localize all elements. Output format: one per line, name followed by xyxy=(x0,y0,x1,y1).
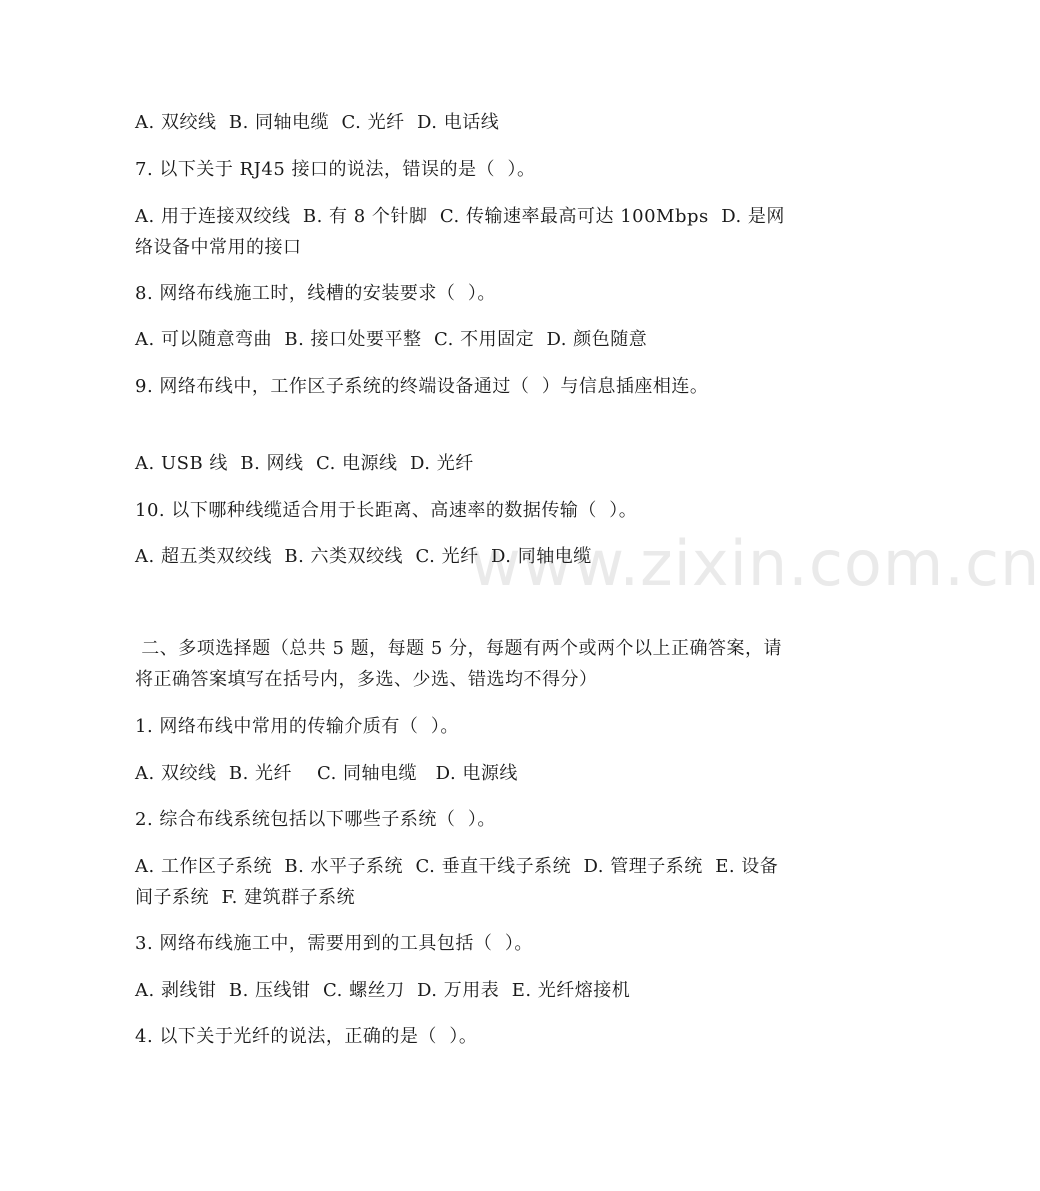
multi-question-2: 2. 综合布线系统包括以下哪些子系统（ ）。 xyxy=(135,809,496,830)
multi-question-3: 3. 网络布线施工中，需要用到的工具包括（ ）。 xyxy=(135,933,533,954)
multi-options-2: A. 工作区子系统 B. 水平子系统 C. 垂直干线子系统 D. 管理子系统 E. 设备间子系统 F. 建筑群子系统 xyxy=(135,856,779,908)
question-7: 7. 以下关于 RJ45 接口的说法，错误的是（ ）。 xyxy=(135,159,536,180)
question-10: 10. 以下哪种线缆适合用于长距离、高速率的数据传输（ ）。 xyxy=(135,500,638,521)
multi-question-4: 4. 以下关于光纤的说法，正确的是（ ）。 xyxy=(135,1026,478,1047)
question-9: 9. 网络布线中，工作区子系统的终端设备通过（ ）与信息插座相连。 xyxy=(135,376,709,397)
multi-options-3: A. 剥线钳 B. 压线钳 C. 螺丝刀 D. 万用表 E. 光纤熔接机 xyxy=(135,980,631,1001)
options-q10: A. 超五类双绞线 B. 六类双绞线 C. 光纤 D. 同轴电缆 xyxy=(135,546,592,567)
options-q9: A. USB 线 B. 网线 C. 电源线 D. 光纤 xyxy=(135,453,474,474)
question-8: 8. 网络布线施工时，线槽的安装要求（ ）。 xyxy=(135,283,496,304)
multi-question-1: 1. 网络布线中常用的传输介质有（ ）。 xyxy=(135,716,459,737)
options-q7: A. 用于连接双绞线 B. 有 8 个针脚 C. 传输速率最高可达 100Mbps D. 是网络设备中常用的接口 xyxy=(135,206,785,258)
watermark: www.zixin.com.cn xyxy=(470,527,1040,600)
multi-options-1: A. 双绞线 B. 光纤 C. 同轴电缆 D. 电源线 xyxy=(135,763,518,784)
options-q8: A. 可以随意弯曲 B. 接口处要平整 C. 不用固定 D. 颜色随意 xyxy=(135,329,648,350)
section-heading-multiple-choice: 二、多项选择题（总共 5 题，每题 5 分，每题有两个或两个以上正确答案，请将正确答案填写在括号内，多选、少选、错选均不得分） xyxy=(135,638,783,690)
options-q6: A. 双绞线 B. 同轴电缆 C. 光纤 D. 电话线 xyxy=(135,112,500,133)
